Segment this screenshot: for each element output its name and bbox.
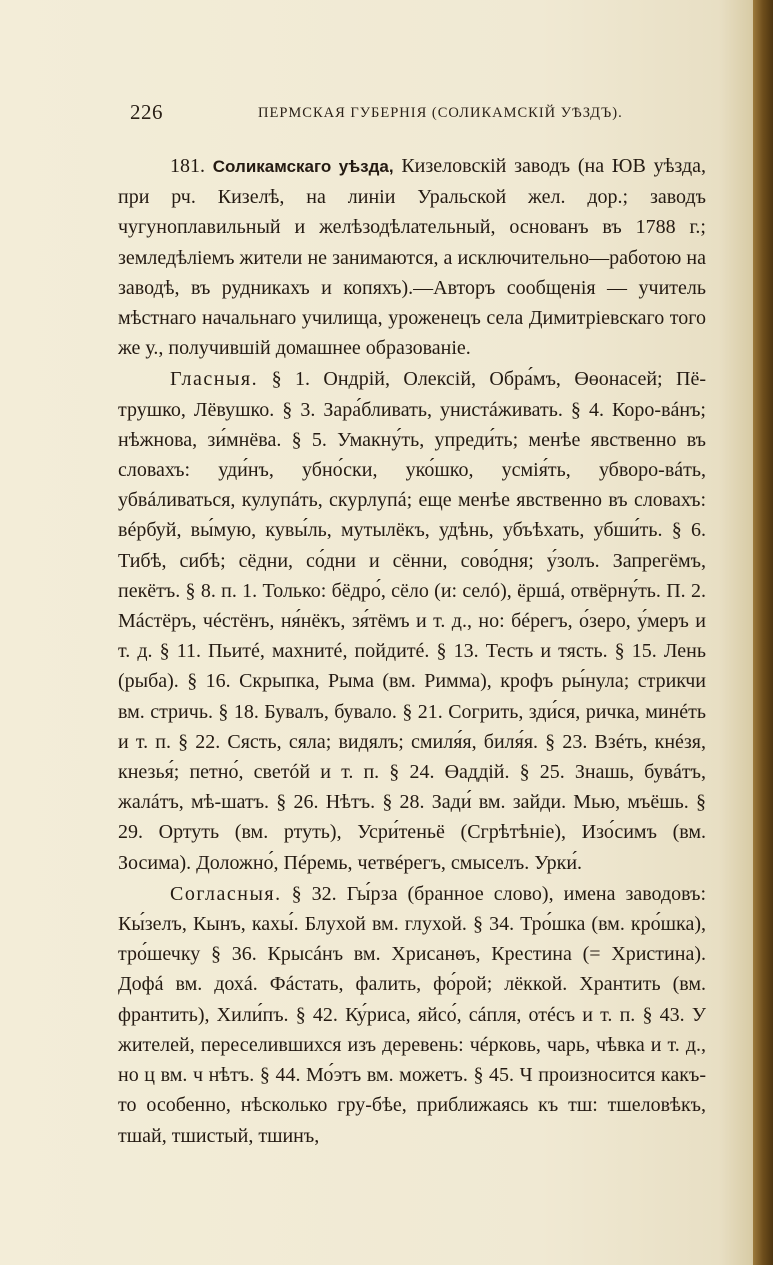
vowels-paragraph	[118, 364, 706, 877]
consonants-text: § 32. Гы́рза (бранное слово), имена заводовъ: Кы́зелъ, Кынъ, кахы́. Блухой вм. глухой. § 34. Тро́шка (вм. кро́шка), тро́шечку § 36. Крысáнъ вм. Хрисанөъ, Крестина (= Христина). Дофá вм. дохá. Фáстать, фалить, фо́рой; лёккой. Хрантить (вм. франтить), Хили́пъ. § 42. Ку́риса, яйсо́, сáпля, отéсъ и т. п. § 43. У жителей, переселившихся изъ деревень: чéрковь, чарь, чѣвка и т. д., но ц вм. ч нѣтъ. § 44. Мо́этъ вм. можетъ. § 45. Ч произносится какъ-то особенно, нѣсколько гру-бѣе, приближаясь къ тш: тшеловѣкъ, тшай, тшистый, тшинъ,	[118, 882, 706, 1147]
entry-title: Соликамскаго уѣзда,	[212, 157, 394, 176]
running-title: ПЕРМСКАЯ ГУБЕРНІЯ (СОЛИКАМСКІЙ УѢЗДЪ).	[258, 105, 623, 121]
consonants-heading: Согласныя.	[170, 882, 282, 905]
consonants-paragraph	[118, 879, 706, 1151]
vowels-text: § 1. Ондрій, Олексій, Обра́мъ, Өөонасей; Пё-трушко, Лёвушко. § 3. Зара́бливать, унистáживать. § 4. Коро-вáнъ; нѣжнова, зи́мнёва. § 5. Умакну́ть, упреди́ть; менѣе явственно въ словахъ: уди́нъ, убно́ски, уко́шко, усмія́ть, убворо-вáть, убвáливаться, кулупáть, скурлупá; еще менѣе явственно въ словахъ: вéрбуй, вы́мую, кувы́ль, мутылёкъ, удѣнь, убъѣхать, убши́ть. § 6. Тибѣ, сибѣ; сёдни, со́дни и сённи, сово́дня; у́золъ. Запрегёмъ, пекётъ. § 8. п. 1. Только: бёдро́, сёло (и: сeлó), ёршá, отвёрну́ть. П. 2. Мáстёръ, чéстёнъ, ня́нёкъ, зя́тёмъ и т. д., но: бéрегъ, о́зеро, у́меръ и т. д. § 11. Пьитé, махнитé, пойдитé. § 13. Тесть и тясть. § 15. Лень (рыба). § 16. Скрыпка, Рыма (вм. Римма), крофъ ры́нула; стрикчи вм. стричь. § 18. Бувалъ, бувало. § 21. Согрить, зди́ся, ричка, минéть и т. п. § 22. Сясть, сяла; видялъ; смиля́я, биля́я. § 23. Взéть, кнéзя, кнезья́; петно́, светóй и т. п. § 24. Өаддій. § 25. Знашь, бувáтъ, жалáтъ, мѣ-шатъ. § 26. Нѣтъ. § 28. Зади́ вм. зайди. Мью, мъёшь. § 29. Ортуть (вм. ртуть), Усри́теньё (Сгрѣтѣніе), Изо́симъ (вм. Зосима). Доложно́, Пéремь, четвéрегъ, смыселъ. Урки́.	[118, 368, 707, 874]
vowels-heading: Гласныя.	[170, 368, 259, 391]
page-header	[130, 100, 700, 130]
entry-paragraph	[118, 151, 706, 363]
entry-number: 181.	[170, 155, 205, 177]
entry-text: Кизеловскій заводъ (на ЮВ уѣзда, при рч. Кизелѣ, на линіи Уральской жел. дор.; заводъ чугуноплавильный и желѣзодѣлательный, основанъ въ 1788 г.; земледѣліемъ жители не занимаются, а исключительно—работою на заводѣ, въ рудникахъ и копяхъ).—Авторъ сообщенія — учитель мѣстнаго начальнаго училища, уроженецъ села Димитріевскаго того же у., получившій домашнее образованіе.	[118, 155, 707, 360]
page-number: 226	[130, 100, 163, 124]
page-body	[118, 151, 706, 1151]
book-spine-edge	[753, 0, 773, 1265]
